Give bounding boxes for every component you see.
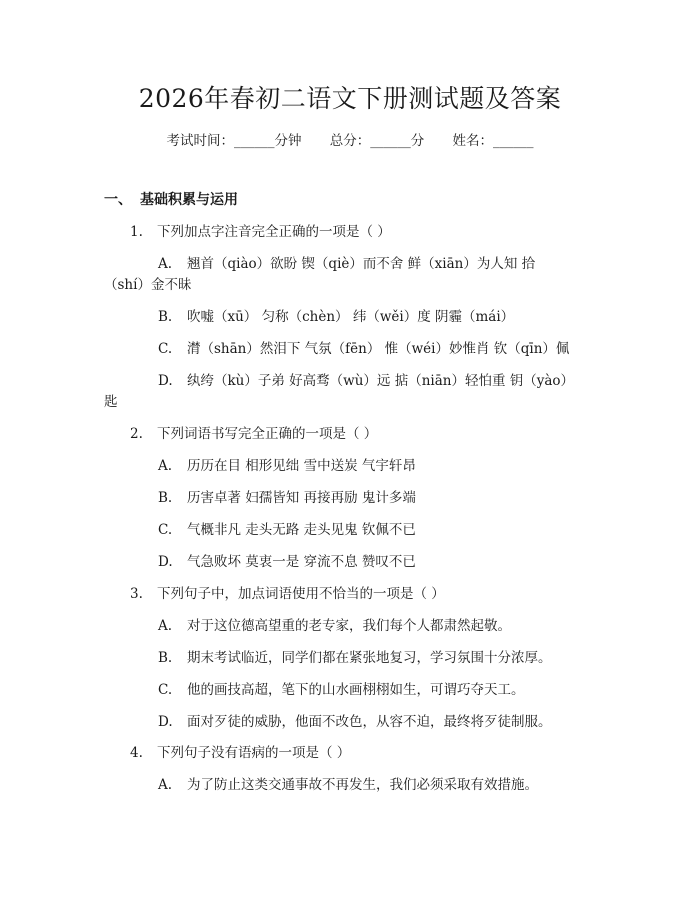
- question-3-option-c: [158, 680, 525, 700]
- option-text: 翘首（qiào）欲盼 锲（qiè）而不舍 鲜（xiān）为人知 拾: [187, 256, 536, 272]
- question-3-option-d: [158, 712, 552, 732]
- option-text: 气急败坏 莫衷一是 穿流不息 赞叹不已: [187, 554, 416, 570]
- option-letter: A.: [158, 256, 173, 272]
- option-text: 纨绔（kù）子弟 好高骛（wù）远 掂（niān）轻怕重 钥（yào）: [187, 373, 575, 389]
- question-text: 下列句子中，加点词语使用不恰当的一项是（ ）: [157, 586, 445, 602]
- question-text: 下列加点字注音完全正确的一项是（ ）: [157, 224, 391, 240]
- option-text: 历害卓著 妇孺皆知 再接再励 鬼计多端: [187, 490, 416, 506]
- question-1-option-d-continuation: 匙: [104, 394, 118, 410]
- option-text: 历历在目 相形见绌 雪中送炭 气宇轩昂: [187, 458, 416, 474]
- option-letter: D.: [158, 714, 173, 730]
- question-text: 下列词语书写完全正确的一项是（ ）: [157, 426, 378, 442]
- option-text: 潸（shān）然泪下 气氛（fēn） 惟（wéi）妙惟肖 钦（qīn）佩: [187, 341, 570, 357]
- question-number: 2.: [130, 426, 143, 442]
- option-text: 期末考试临近，同学们都在紧张地复习，学习氛围十分浓厚。: [187, 650, 552, 666]
- question-4-option-a: [158, 775, 538, 795]
- question-1: [130, 222, 391, 242]
- option-text: 吹嘘（xū） 匀称（chèn） 纬（wěi）度 阴霾（mái）: [187, 309, 515, 325]
- section-heading: [104, 190, 238, 210]
- option-letter: A.: [158, 458, 173, 474]
- question-1-option-a-continuation: （shí）金不昧: [104, 277, 192, 293]
- option-letter: B.: [158, 490, 173, 506]
- question-4: [130, 743, 350, 763]
- option-text: 面对歹徒的威胁，他面不改色，从容不迫，最终将歹徒制服。: [187, 714, 552, 730]
- section-number: 一、: [104, 192, 132, 208]
- page-title: 2026年春初二语文下册测试题及答案: [138, 84, 562, 113]
- question-2-option-c: [158, 520, 416, 540]
- option-text: 气概非凡 走头无路 走头见鬼 钦佩不已: [187, 522, 416, 538]
- total-score-field: 总分：______分: [329, 133, 425, 149]
- question-3-option-a: [158, 616, 511, 636]
- question-number: 4.: [130, 745, 143, 761]
- option-letter: D.: [158, 554, 173, 570]
- question-number: 1.: [130, 224, 143, 240]
- question-1-option-b: [158, 307, 514, 327]
- question-2: [130, 424, 377, 444]
- exam-time-field: 考试时间：______分钟: [166, 133, 302, 149]
- question-text: 下列句子没有语病的一项是（ ）: [157, 745, 351, 761]
- question-2-option-d: [158, 552, 416, 572]
- option-text: 对于这位德高望重的老专家，我们每个人都肃然起敬。: [187, 618, 511, 634]
- option-letter: B.: [158, 309, 173, 325]
- question-3-option-b: [158, 648, 552, 668]
- option-letter: A.: [158, 777, 173, 793]
- option-letter: B.: [158, 650, 173, 666]
- option-letter: C.: [158, 682, 173, 698]
- question-2-option-b: [158, 488, 416, 508]
- option-letter: A.: [158, 618, 173, 634]
- section-title: 基础积累与运用: [140, 192, 238, 208]
- option-letter: D.: [158, 373, 173, 389]
- exam-info-line: [0, 131, 700, 151]
- option-letter: C.: [158, 522, 173, 538]
- question-3: [130, 584, 445, 604]
- question-1-option-c: [158, 339, 569, 359]
- question-1-option-d: [158, 371, 574, 391]
- option-text: 为了防止这类交通事故不再发生，我们必须采取有效措施。: [187, 777, 538, 793]
- question-2-option-a: [158, 456, 416, 476]
- option-text: 他的画技高超，笔下的山水画栩栩如生，可谓巧夺天工。: [187, 682, 525, 698]
- question-1-option-a: [158, 254, 535, 274]
- option-letter: C.: [158, 341, 173, 357]
- student-name-field: 姓名：______: [452, 133, 534, 149]
- question-number: 3.: [130, 586, 143, 602]
